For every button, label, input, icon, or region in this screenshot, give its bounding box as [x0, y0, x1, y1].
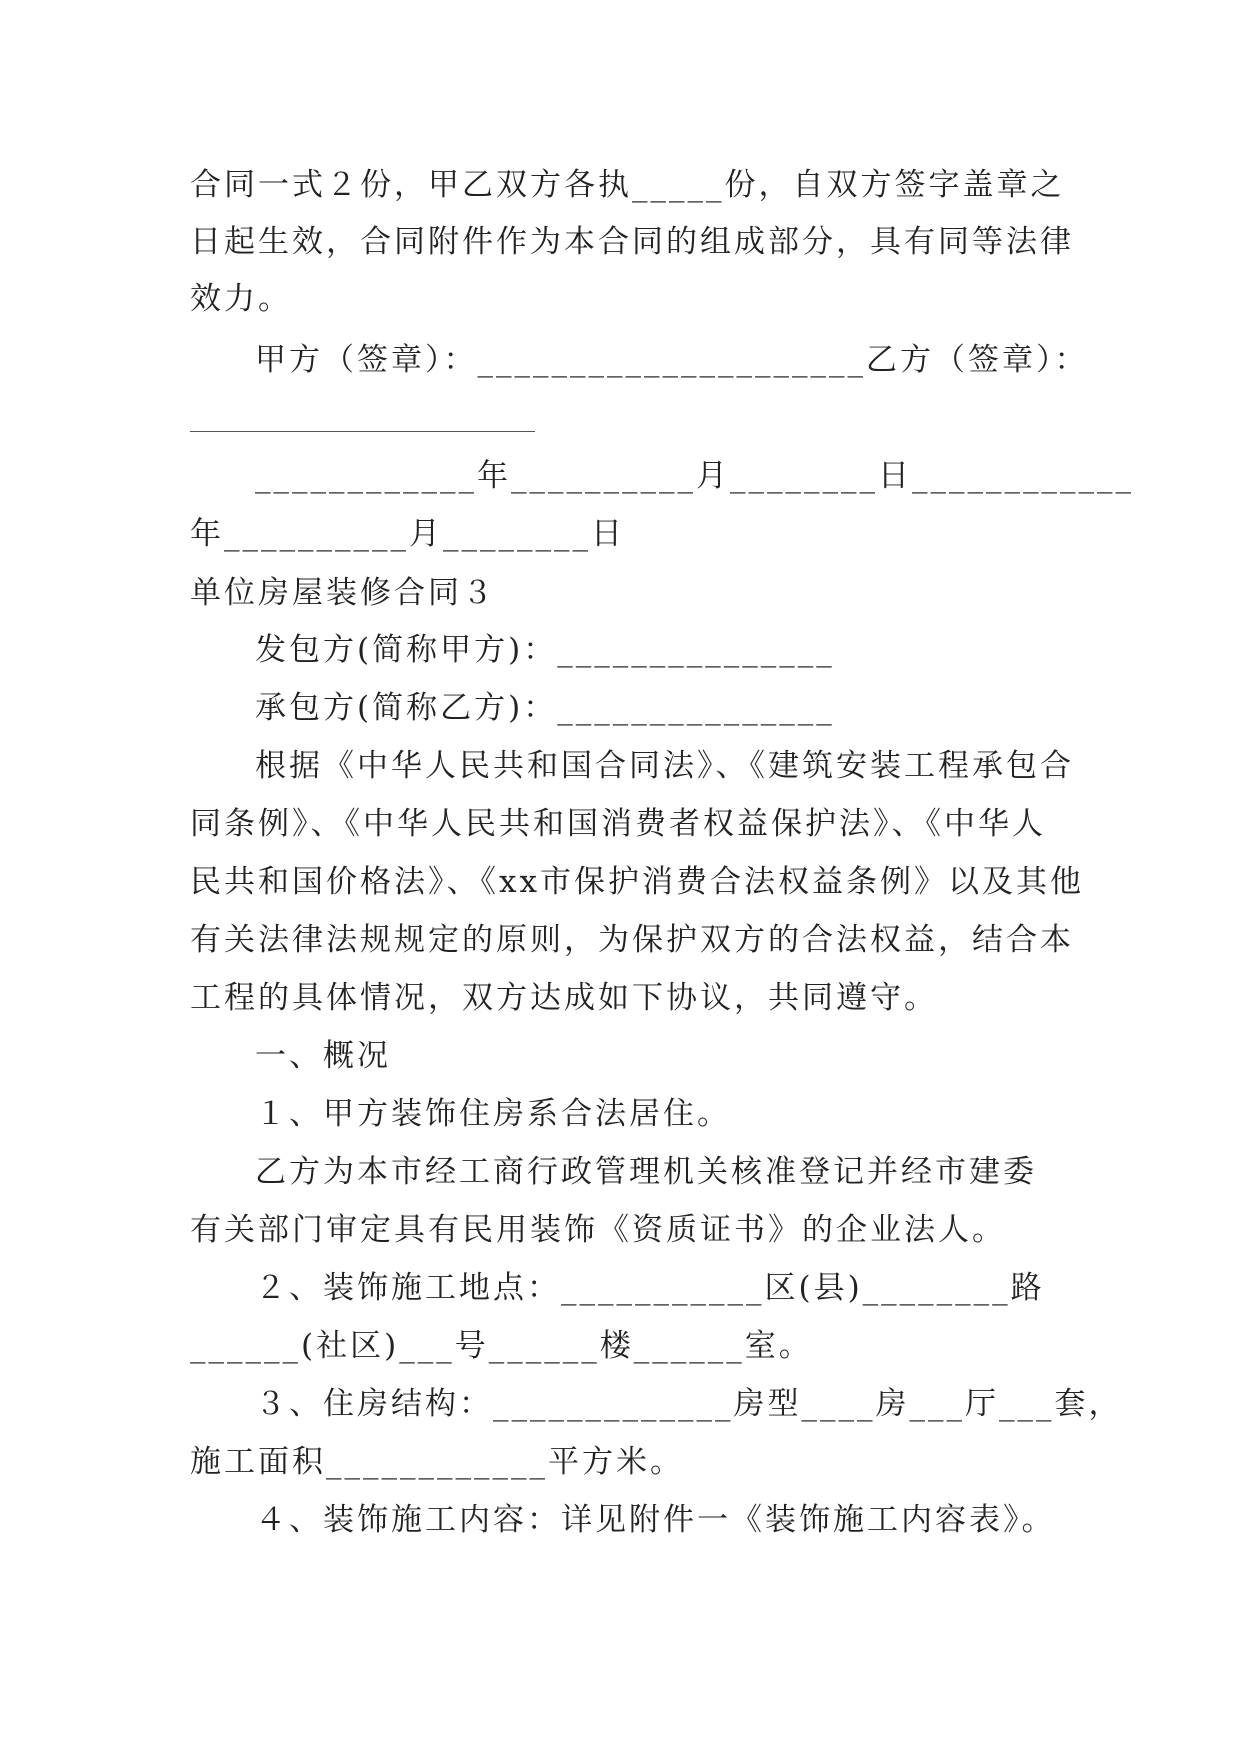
clause-1-para-line-2: 有关部门审定具有民用装饰《资质证书》的企业法人。 — [190, 1212, 1006, 1248]
clause-4: ４、装饰施工内容：详见附件一《装饰施工内容表》。 — [255, 1502, 1056, 1538]
clause-3-line-1: ３、住房结构：_____________房型____房___厅___套， — [255, 1386, 1123, 1422]
paragraph-line-2: 日起生效，合同附件作为本合同的组成部分，具有同等法律 — [190, 224, 1074, 260]
clause-1: １、甲方装饰住房系合法居住。 — [255, 1096, 731, 1132]
section-title: 单位房屋装修合同３ — [190, 575, 496, 611]
basis-line-2: 同条例》、《中华人民共和国消费者权益保护法》、《中华人 — [190, 806, 1046, 842]
clause-3-line-2: 施工面积____________平方米。 — [190, 1444, 684, 1480]
paragraph-line-1: 合同一式２份，甲乙双方各执_____份，自双方签字盖章之 — [190, 167, 1065, 203]
basis-line-3: 民共和国价格法》、《xx市保护消费合法权益条例》以及其他 — [190, 864, 1084, 900]
clause-2-line-2: ______(社区)___号______楼______室。 — [190, 1328, 813, 1364]
heading-overview: 一、概况 — [255, 1038, 391, 1074]
basis-line-1: 根据《中华人民共和国合同法》、《建筑安装工程承包合 — [255, 748, 1074, 784]
party-a-line: 发包方(简称甲方)：_______________ — [255, 632, 835, 668]
signature-blank-rule — [190, 431, 535, 432]
clause-1-para-line-1: 乙方为本市经工商行政管理机关核准登记并经市建委 — [255, 1154, 1037, 1190]
paragraph-line-3: 效力。 — [190, 281, 292, 317]
basis-line-5: 工程的具体情况，双方达成如下协议，共同遵守。 — [190, 980, 938, 1016]
date-line-1: ____________年__________月________日____________ — [255, 458, 1134, 494]
party-b-line: 承包方(简称乙方)：_______________ — [255, 690, 835, 726]
date-line-2: 年__________月________日 — [190, 516, 625, 552]
signature-line: 甲方（签章）：_____________________乙方（签章）： — [255, 342, 1089, 378]
basis-line-4: 有关法律法规规定的原则，为保护双方的合法权益，结合本 — [190, 922, 1074, 958]
clause-2-line-1: ２、装饰施工地点：___________区(县)________路 — [255, 1270, 1045, 1306]
